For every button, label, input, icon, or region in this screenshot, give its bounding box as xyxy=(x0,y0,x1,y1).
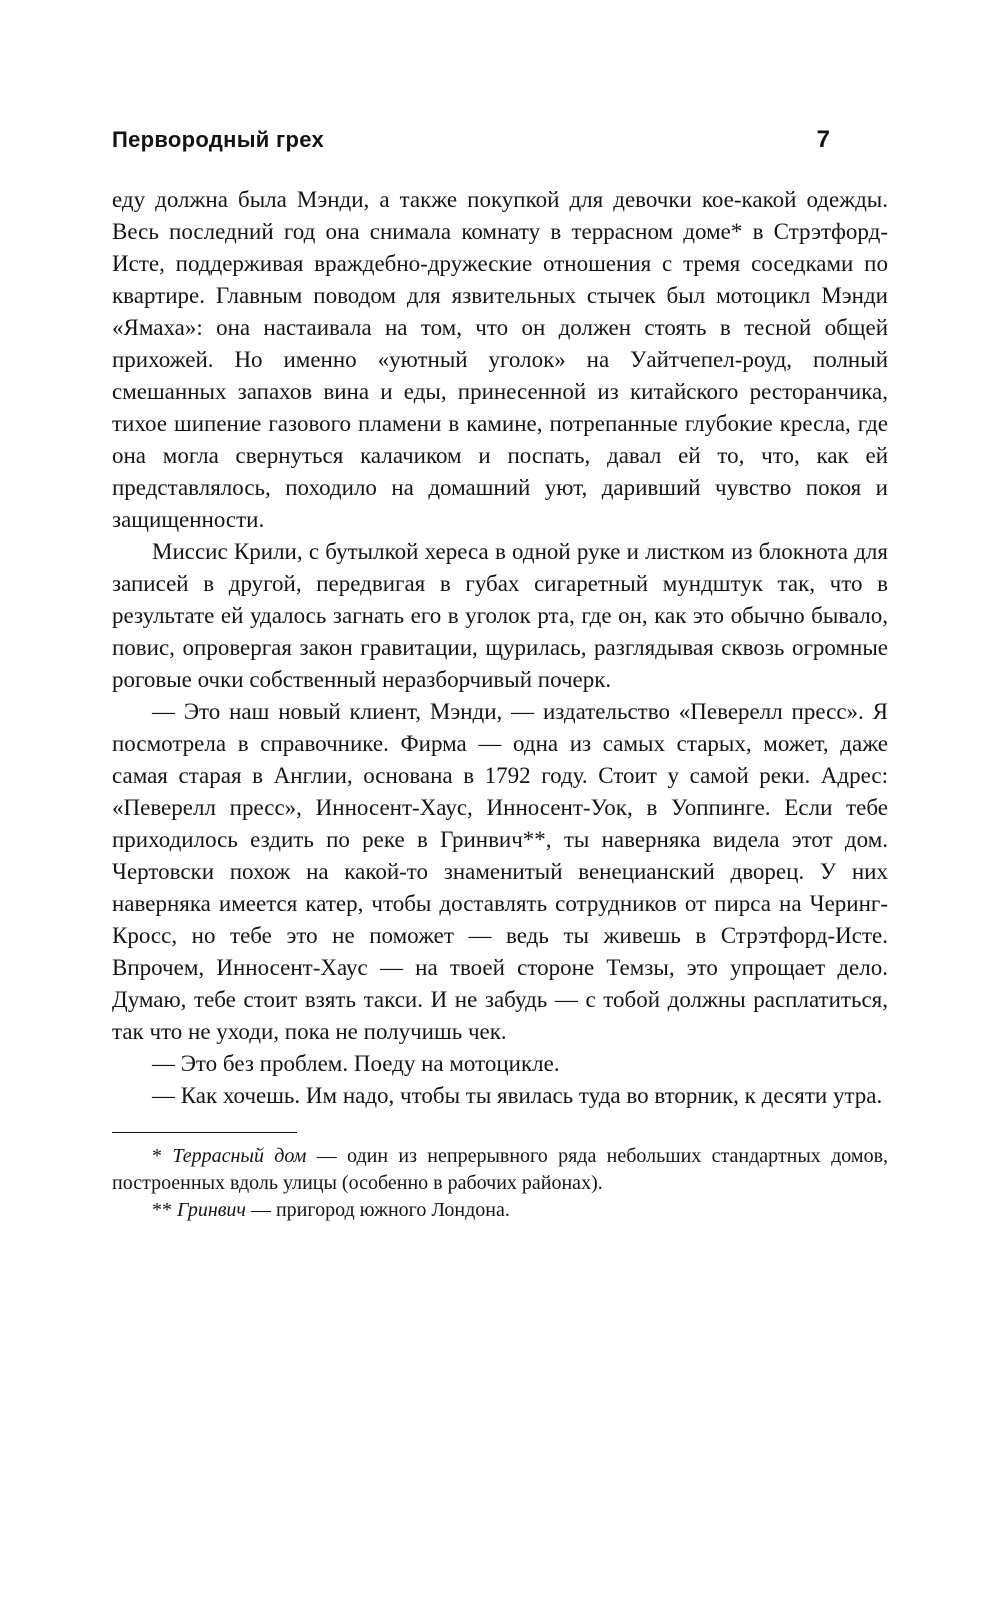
footnotes-section xyxy=(112,1132,888,1224)
footnote-separator xyxy=(112,1132,297,1133)
paragraph-dialogue: — Это наш новый клиент, Мэнди, — издательство «Певерелл пресс». Я посмотрела в справочнике. Фирма — одна из самых старых, может, даже самая старая в Англии, основана в 1792 году. Стоит у самой реки. Адрес: «Певерелл пресс», Инносент-Хаус, Инносент-Уок, в Уоппинге. Если тебе приходилось ездить по реке в Гринвич**, ты наверняка видела этот дом. Чертовски похож на какой-то знаменитый венецианский дворец. У них наверняка имеется катер, чтобы доставлять сотрудников от пирса на Черинг-Кросс, но тебе это не поможет — ведь ты живешь в Стрэтфорд-Исте. Впрочем, Инносент-Хаус — на твоей стороне Темзы, это упрощает дело. Думаю, тебе стоит взять такси. И не забудь — с тобой должны расплатиться, так что не уходи, пока не получишь чек. xyxy=(112,699,888,1044)
paragraph: Миссис Крили, с бутылкой хереса в одной руке и листком из блокнота для записей в другой, передвигая в губах сигаретный мундштук так, что в результате ей удалось загнать его в уголок рта, где он, как это обычно бывало, повис, опровергая закон гравитации, щурилась, разглядывая сквозь огромные роговые очки собственный неразборчивый почерк. xyxy=(112,539,888,692)
page-header xyxy=(112,126,888,154)
footnote-text: — пригород южного Лондона. xyxy=(245,1199,510,1221)
body-text xyxy=(112,184,888,1112)
footnote-marker: ** xyxy=(152,1199,177,1221)
footnote xyxy=(112,1197,888,1224)
paragraph-dialogue: — Это без проблем. Поеду на мотоцикле. xyxy=(152,1051,560,1076)
footnote-term: Гринвич xyxy=(177,1199,246,1221)
footnote xyxy=(112,1143,888,1197)
footnote-text: — один из непрерывного ряда небольших стандартных домов, построенных вдоль улицы (особенно в рабочих районах). xyxy=(112,1145,889,1194)
paragraph-dialogue: — Как хочешь. Им надо, чтобы ты явилась туда во вторник, к десяти утра. xyxy=(152,1083,883,1108)
paragraph-continuation: еду должна была Мэнди, а также покупкой для девочки кое-какой одежды. Весь последний год она снимала комнату в террасном доме* в Стрэтфорд-Исте, поддерживая враждебно-дружеские отношения с тремя соседками по квартире. Главным поводом для язвительных стычек был мотоцикл Мэнди «Ямаха»: она настаивала на том, что он должен стоять в тесной общей прихожей. Но именно «уютный уголок» на Уайтчепел-роуд, полный смешанных запахов вина и еды, принесенной из китайского ресторанчика, тихое шипение газового пламени в камине, потрепанные глубокие кресла, где она могла свернуться калачиком и поспать, давал ей то, что, как ей представлялось, походило на домашний уют, даривший чувство покоя и защищенности. xyxy=(112,187,888,532)
footnote-term: Террасный дом xyxy=(172,1145,307,1167)
running-title: Первородный грех xyxy=(112,127,325,152)
footnote-marker: * xyxy=(152,1145,173,1167)
page-number: 7 xyxy=(816,126,830,153)
